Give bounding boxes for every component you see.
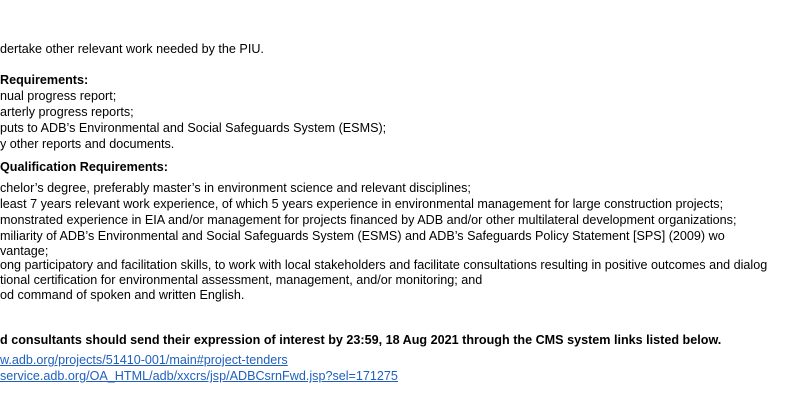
cms-service-link[interactable]: service.adb.org/OA_HTML/adb/xxcrs/jsp/ADBCsrnFwd.jsp?sel=171275 bbox=[0, 369, 398, 383]
qualification-item: monstrated experience in EIA and/or management for projects financed by ADB and/or other multilateral development organizations; bbox=[0, 213, 737, 227]
qualification-item: chelor’s degree, preferably master’s in environment science and relevant disciplines; bbox=[0, 181, 471, 195]
reporting-item: y other reports and documents. bbox=[0, 137, 175, 151]
reporting-item: puts to ADB’s Environmental and Social Safeguards System (ESMS); bbox=[0, 121, 387, 135]
qualification-item: vantage; bbox=[0, 244, 49, 258]
project-tenders-link[interactable]: w.adb.org/projects/51410-001/main#project-tenders bbox=[0, 353, 288, 367]
closing-statement: d consultants should send their expression of interest by 23:59, 18 Aug 2021 through the CMS system links listed below. bbox=[0, 333, 722, 347]
qualification-item: tional certification for environmental assessment, management, and/or monitoring; and bbox=[0, 273, 483, 287]
qualification-item: miliarity of ADB’s Environmental and Social Safeguards System (ESMS) and ADB’s Safeguards Policy Statement [SPS] (2009) wo bbox=[0, 229, 725, 243]
reporting-item: arterly progress reports; bbox=[0, 105, 134, 119]
qualification-item: ong participatory and facilitation skills, to work with local stakeholders and facilitate consultations resulting in positive outcomes and dialog bbox=[0, 258, 768, 272]
intro-line: dertake other relevant work needed by the PIU. bbox=[0, 42, 264, 56]
qualification-item: od command of spoken and written English. bbox=[0, 288, 245, 302]
reporting-requirements-heading: Requirements: bbox=[0, 73, 89, 87]
qualification-item: least 7 years relevant work experience, of which 5 years experience in environmental management for large construction projects; bbox=[0, 197, 724, 211]
reporting-item: nual progress report; bbox=[0, 89, 117, 103]
qualification-requirements-heading: Qualification Requirements: bbox=[0, 160, 168, 174]
